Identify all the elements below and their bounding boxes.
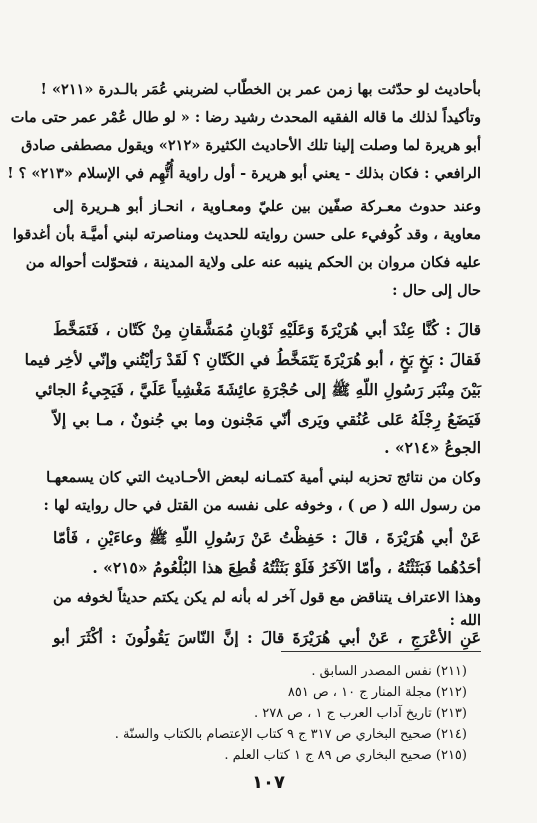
- hadith-2-line-1: عَنْ أبي هُرَيْرَةَ ، قالَ : حَفِظْتُ عَنْ رَسُولِ اللّهِ ﷺ وعاءَيْنِ ، فَأمّا: [53, 528, 481, 547]
- footnote-213: (٢١٣) تاريخ آداب العرب ج ١ ، ص ٢٧٨ .: [253, 706, 467, 721]
- page-number: ١٠٧: [252, 772, 285, 793]
- body-line-1: بأحاديث لو حدّثت بها زمن عمر بن الخطّاب لضربني عُمَر بالـدرة «٢١١» !: [40, 81, 481, 98]
- body-line-6: معاوية ، وقد كُوفيء على حسن روايته للحديث ومناصرته لبني أميَّـة بأن أغدقوا: [12, 226, 481, 243]
- body-line-4: الرافعي : فكان بذلك - يعني أبو هريرة - أول راوية أُتُّهِم في الإسلام «٢١٣» ؟ !: [7, 165, 481, 182]
- footnote-211: (٢١١) نفس المصدر السابق .: [311, 664, 467, 679]
- hadith-1-line-2: فَقالَ : بَخٍ بَخٍ ، أبو هُرَيْرَةَ يَتَمَخَّطُ في الكَتّانِ ؟ لَقَدْ رَأيْتُني وإنّي لأخِر فيما: [24, 350, 481, 369]
- footnote-215: (٢١٥) صحيح البخاري ص ٨٩ ج ١ كتاب العلم .: [224, 748, 467, 763]
- body-line-5: وعند حدوث معـركة صفّين بين عليّ ومعـاوية ، انحـاز أبو هـريرة إلى: [53, 198, 481, 215]
- hadith-3-line-1: عَنِ الأعْرَجِ ، عَنْ أبي هُرَيْرَةَ قالَ : إنَّ النّاسَ يَقُولُونَ : أكْثَرَ أبو: [53, 628, 481, 647]
- hadith-1-line-3: بَيْنَ مِنْبَر رَسُولِ اللّهِ ﷺ إلى حُجْرَةِ عائِشَةَ مَغْشِياً عَلَيَّ ، فَيَجِيءُ الجائي: [35, 380, 481, 399]
- body-line-9: وكان من نتائج تحزبه لبني أمية كتمـانه لبعض الأحـاديث التي كان يسمعهـا: [46, 469, 481, 486]
- body-line-2: وتأكيداً لذلك ما قاله الفقيه المحدث رشيد رضا : « لو طال عُمْر عمر حتى مات: [10, 109, 481, 126]
- body-line-11: وهذا الاعتراف يتناقض مع قول آخر له بأنه لم يكن يكتم حديثاً لخوفه من: [53, 589, 481, 606]
- body-line-10: من رسول الله ( ص ) ، وخوفه على نفسه من القتل في حال روايته لها :: [43, 497, 481, 514]
- footnote-divider: [281, 651, 481, 652]
- hadith-1-line-4: فَيَضَعُ رِجْلَهُ عَلى عُنُقي ويَرى أنّي مَجْنون وما بي جُنونٌ ، مـا بي إلاّ: [53, 410, 481, 429]
- body-line-12: الله :: [449, 612, 481, 629]
- body-line-8: حال إلى حال :: [392, 282, 481, 299]
- body-line-7: عليه فكان مروان بن الحكم ينيبه عنه على ولاية المدينة ، فتحوّلت أحواله من: [25, 254, 481, 271]
- hadith-1-line-5: الجوعُ «٢١٤» .: [384, 438, 481, 457]
- body-line-3: أبو هريرة لما وصلت إلينا تلك الأحاديث الكثيرة «٢١٢» ويقول مصطفى صادق: [21, 137, 481, 154]
- footnote-212: (٢١٢) مجلة المنار ج ١٠ ، ص ٨٥١: [287, 685, 467, 700]
- hadith-1-line-1: قالَ : كُنَّا عِنْدَ أبي هُرَيْرَةَ وَعَلَيْهِ ثَوْبانِ مُمَشَّقانِ مِنْ كَتّان ، فَتَمَخَّطَ: [53, 320, 481, 339]
- hadith-2-line-2: أحَدُهُما فَبَثَثْتُهُ ، وأمّا الآخَرُ فَلَوْ بَثَثْتُهُ قُطِعَ هذا البُلْعُومُ «٢١٥» .: [92, 558, 481, 577]
- footnote-214: (٢١٤) صحيح البخاري ص ٣١٧ ج ٩ كتاب الإعتصام بالكتاب والسنّة .: [114, 727, 467, 742]
